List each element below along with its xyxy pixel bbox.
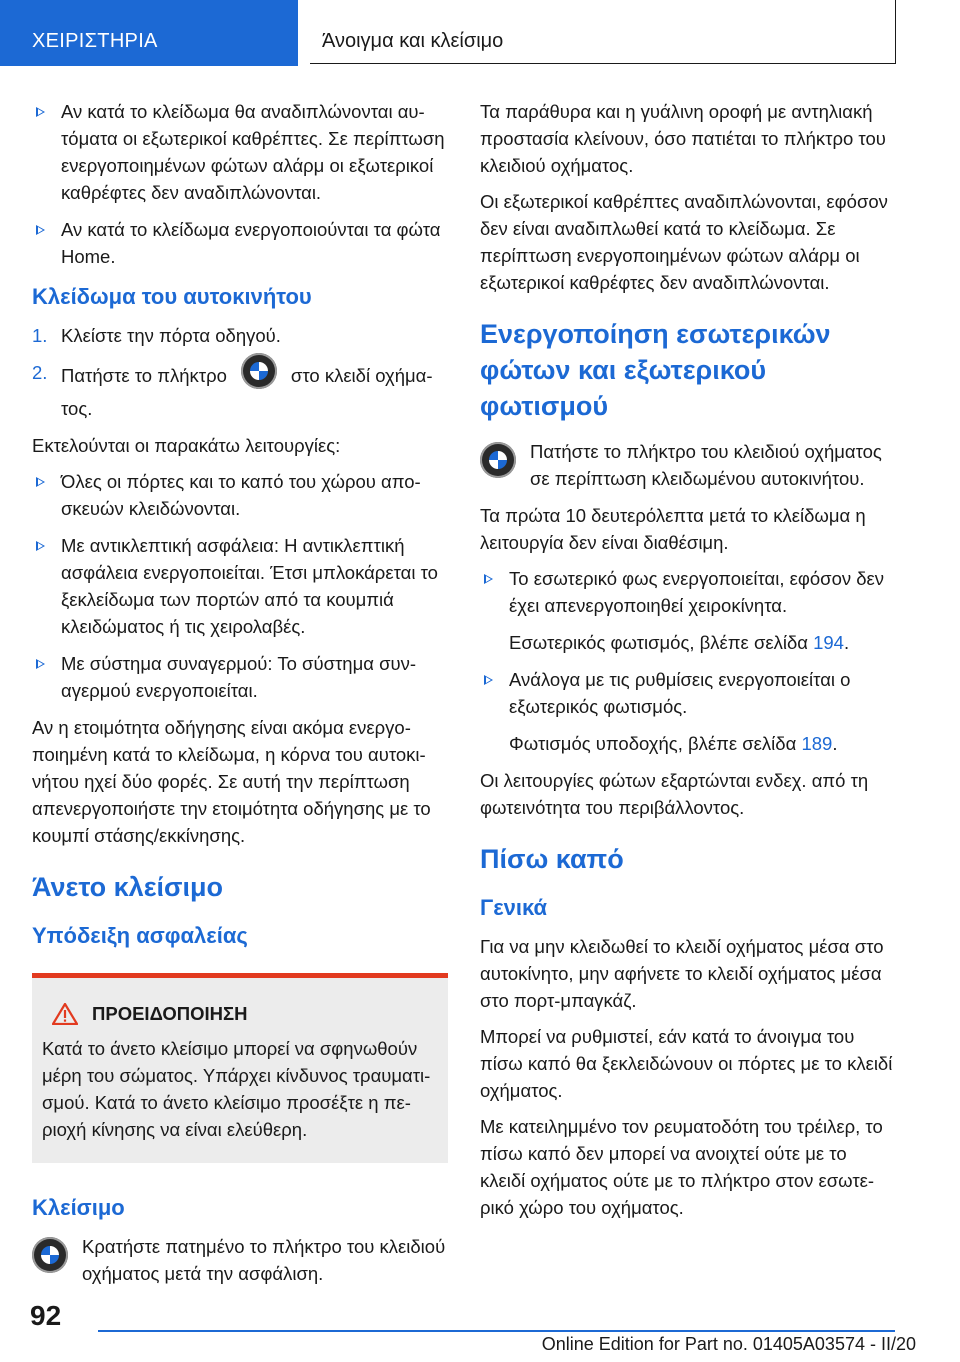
paragraph: Τα πρώτα 10 δευτερόλεπτα μετά το κλείδωμα η λειτουργία δεν είναι διαθέσιμη. xyxy=(480,505,866,553)
triangle-bullet-icon xyxy=(36,541,45,551)
bmw-key-button-icon xyxy=(241,353,277,389)
bmw-key-button-icon xyxy=(480,442,516,478)
step-number: 1. xyxy=(32,325,48,346)
heading-lights: Ενεργοποίηση εσωτερικών φώτων και εξωτερικού φωτισμού xyxy=(480,319,831,421)
triangle-bullet-icon xyxy=(36,477,45,487)
step-item: 1. Κλείστε την πόρτα οδηγού. xyxy=(32,322,448,349)
paragraph: Τα παράθυρα και η γυάλινη οροφή με αντηλιακή προστασία κλείνουν, όσο πατιέται το πλήκτρο του κλειδιού οχήματος. xyxy=(480,101,886,176)
list-item: Όλες οι πόρτες και το καπό του χώρου αποσκευών κλειδώνονται. xyxy=(32,468,448,522)
heading-safety-note: Υπόδειξη ασφαλείας xyxy=(32,923,248,948)
bmw-key-button-icon xyxy=(32,1237,68,1273)
warning-title: ΠΡΟΕΙΔΟΠΟΙΗΣΗ xyxy=(42,1000,432,1027)
left-column xyxy=(32,98,448,1287)
edition-note: Online Edition for Part no. 01405A03574 - II/20 xyxy=(541,1334,916,1354)
right-column xyxy=(480,98,896,1230)
triangle-bullet-icon xyxy=(36,659,45,669)
heading-closing: Κλείσιμο xyxy=(32,1195,125,1220)
list-item: Το εσωτερικό φως ενεργοποιείται, εφόσον δεν έχει απενεργοποιηθεί χειροκίνητα. xyxy=(480,565,896,619)
list-item: Αν κατά το κλείδωμα ενεργοποιούνται τα φώτα Home. xyxy=(32,216,448,270)
heading-tailgate: Πίσω καπό xyxy=(480,844,624,874)
triangle-bullet-icon xyxy=(36,107,45,117)
paragraph: Για να μην κλειδωθεί το κλειδί οχήματος μέσα στο αυτοκίνητο, μην αφήνετε το κλειδί οχήματος μέσα στο πορτ-μπαγκάζ. xyxy=(480,936,884,1011)
paragraph: Οι εξωτερικοί καθρέπτες αναδιπλώνονται, εφόσον δεν είναι αναδιπλωθεί κατά το κλείδωμα. Σε περίπτωση ενεργοποιημένων φώτων αλάρμ οι εξωτερικοί καθρέφτες δεν αναδιπλώνονται. xyxy=(480,191,888,293)
chapter-title: Άνοιγμα και κλείσιμο xyxy=(310,0,896,64)
warning-text: Κατά το άνετο κλείσιμο μπορεί να σφηνωθούν μέρη του σώματος. Υπάρχει κίνδυνος τραυματισμού. Κατά το άνετο κλείσιμο προσέξτε η περιοχή κίνησης να είναι ελεύθερη. xyxy=(42,1038,431,1140)
lights-key-block: Πατήστε το πλήκτρο του κλειδιού οχήματος σε περίπτωση κλειδωμένου αυτοκινήτου. xyxy=(480,438,896,492)
list-item: Αν κατά το κλείδωμα θα αναδιπλώνονται αυτόματα οι εξωτερικοί καθρέπτες. Σε περίπτωση ενεργοποιημένων φώτων αλάρμ οι εξωτερικοί καθρέφτες δεν αναδιπλώνονται. xyxy=(32,98,448,206)
heading-comfort-close: Άνετο κλείσιμο xyxy=(32,872,223,902)
list-item: Με αντικλεπτική ασφάλεια: Η αντικλεπτική ασφάλεια ενεργοποιείται. Έτσι μπλοκάρεται το ξεκλείδωμα των πορτών από τα κουμπιά κλειδώματος ή τις χειρολαβές. xyxy=(32,532,448,640)
step-number: 2. xyxy=(32,362,48,383)
paragraph: Με κατειλημμένο τον ρευματοδότη του τρέιλερ, το πίσω καπό δεν μπορεί να ανοιχτεί ούτε με το κλειδί οχήματος ούτε με το πλήκτρο στον εσωτερικό χώρο του οχήματος. xyxy=(480,1116,883,1218)
page-reference: Φωτισμός υποδοχής, βλέπε σελίδα 189. xyxy=(509,733,838,754)
triangle-bullet-icon xyxy=(36,225,45,235)
step-item: 2. Πατήστε το πλήκτρο στο κλειδί οχήματος. xyxy=(32,359,448,422)
list-item: Ανάλογα με τις ρυθμίσεις ενεργοποιείται ο εξωτερικός φωτισμός. xyxy=(480,666,896,720)
heading-general: Γενικά xyxy=(480,895,548,920)
functions-intro: Εκτελούνται οι παρακάτω λειτουργίες: xyxy=(32,435,341,456)
footer-divider xyxy=(98,1330,895,1332)
triangle-bullet-icon xyxy=(484,574,493,584)
ready-paragraph: Αν η ετοιμότητα οδήγησης είναι ακόμα ενεργοποιημένη κατά το κλείδωμα, η κόρνα του αυτοκινήτου ηχεί δύο φορές. Σε αυτή την περίπτωση απενεργοποιήστε την ετοιμότητα οδήγησης με το κουμπί στάσης/εκκίνησης. xyxy=(32,717,431,846)
paragraph: Οι λειτουργίες φώτων εξαρτώνται ενδεχ. από τη φωτεινότητα του περιβάλλοντος. xyxy=(480,770,869,818)
section-tab[interactable]: ΧΕΙΡΙΣΤΗΡΙΑ xyxy=(0,0,298,66)
warning-triangle-icon xyxy=(52,1003,78,1025)
page-header xyxy=(0,0,960,66)
list-item: Με σύστημα συναγερμού: Το σύστημα συναγερμού ενεργοποιείται. xyxy=(32,650,448,704)
warning-box xyxy=(32,973,448,1163)
page-link[interactable]: 194 xyxy=(813,632,844,653)
paragraph: Μπορεί να ρυθμιστεί, εάν κατά το άνοιγμα του πίσω καπό θα ξεκλειδώνουν οι πόρτες με το κλειδί οχήματος. xyxy=(480,1026,893,1101)
heading-vehicle-lock: Κλείδωμα του αυτοκινήτου xyxy=(32,284,312,309)
triangle-bullet-icon xyxy=(484,675,493,685)
page-link[interactable]: 189 xyxy=(801,733,833,754)
page-number: 92 xyxy=(30,1300,62,1331)
page-reference: Εσωτερικός φωτισμός, βλέπε σελίδα 194. xyxy=(509,632,850,653)
closing-block: Κρατήστε πατημένο το πλήκτρο του κλειδιού οχήματος μετά την ασφάλιση. xyxy=(32,1233,448,1287)
